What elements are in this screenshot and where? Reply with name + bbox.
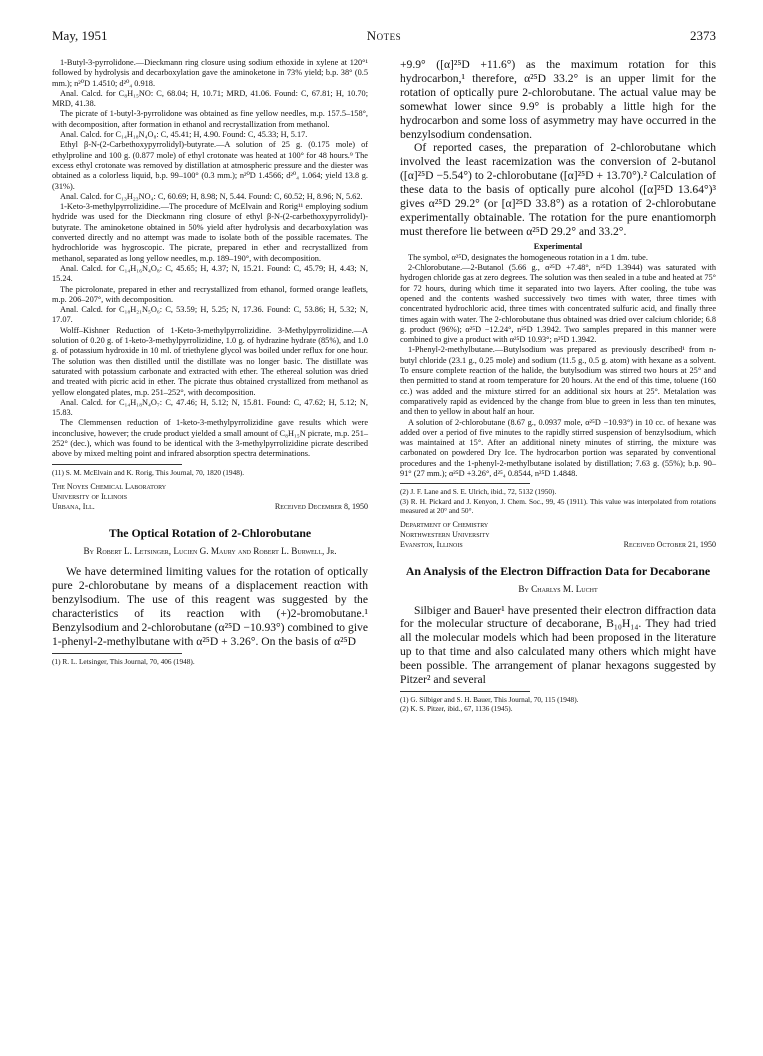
article-authors: By Charlys M. Lucht xyxy=(518,583,598,594)
affiliation-city: Urbana, Ill. xyxy=(52,501,95,511)
affiliation-line: Department of Chemistry xyxy=(400,519,489,529)
paragraph: Anal. Calcd. for C₁₄H₁₈N₄O₈: C, 45.41; H, 4.90. Found: C, 45.33; H, 5.17. xyxy=(60,130,308,140)
paragraph: 1-Keto-3-methylpyrrolizidine.—The procedure of McElvain and Rorig¹¹ employing sodium hydride was used for the Dieckmann ring closure of ethyl β-N-(2-carbethoxypyrrolidyl)-butyrate. The aminoketone obtained in 50% yield after hydrolysis and decarboxylation was converted directly and no attempt was made to isolate both of the possible racemates. The hydrochloride was hygroscopic. The picrate, prepared in ether and recrystallized from methanol, separated as long yellow needles, m.p. 189–190°, with decomposition. xyxy=(52,202,368,263)
paragraph: The picrolonate, prepared in ether and recrystallized from ethanol, formed orange leaflets, m.p. 206–207°, with decomposition. xyxy=(52,284,368,304)
affiliation xyxy=(52,482,368,512)
article-authors: By Robert L. Letsinger, Lucien G. Maury and Robert L. Burwell, Jr. xyxy=(83,545,337,556)
paragraph: Anal. Calcd. for C₁₈H₂₁N₅O₆: C, 53.59; H, 5.25; N, 17.36. Found: C, 53.86; H, 5.32; N, 17.07. xyxy=(52,305,368,325)
running-header xyxy=(52,28,716,46)
paragraph: We have determined limiting values for the rotation of optically pure 2-chlorobutane by means of a displacement reaction with benzylsodium. The use of this reagent was suggested by the characteristics of its reaction with (+)2-bromobutane.¹ Benzylsodium and 2-chlorobutane (α²⁵D −10.93°) combined to give 1-phenyl-2-methylbutane with α²⁵D + 3.26°. On the basis of α²⁵D xyxy=(52,565,368,648)
affiliation-city: Evanston, Illinois xyxy=(400,539,463,549)
footnote-rule xyxy=(52,464,182,465)
paragraph: Anal. Calcd. for C₁₄H₁₆N₄O₈: C, 45.65; H, 4.37; N, 15.21. Found: C, 45.79; H, 4.43; N, 15.24. xyxy=(52,263,368,284)
footnote-rule xyxy=(400,483,530,484)
paragraph: A solution of 2-chlorobutane (8.67 g., 0.0937 mole, α²⁵D −10.93°) in 10 cc. of hexane was added over a period of five minutes to the rapidly stirred suspension of benzylsodium, which was maintained at 15°. After an additional ninety minutes of stirring, the mixture was carbonated on powdered Dry Ice. The hydrocarbon portion was separated by conventional procedures and the 1-phenyl-2-methylbutane isolated by distillation; 7.63 g. (55%); b.p. 90–91° (27 mm.); α²⁵D +3.26°, d²⁵₄ 0.8544, n²⁵D 1.4848. xyxy=(400,417,716,479)
paragraph: Anal. Calcd. for C₁₃H₂₃NO₄: C, 60.69; H, 8.98; N, 5.44. Found: C, 60.52; H, 8.96; N, 5.62. xyxy=(60,191,363,201)
left-column xyxy=(52,58,368,666)
footnote: (1) G. Silbiger and S. H. Bauer, This Journal, 70, 115 (1948). xyxy=(400,694,579,704)
paragraph: Anal. Calcd. for C₈H₁₅NO: C, 68.04; H, 10.71; MRD, 41.06. Found: C, 67.81; H, 10.70; MRD, 41.38. xyxy=(52,88,368,109)
paragraph: The Clemmensen reduction of 1-keto-3-methylpyrrolizidine gave results which were inconclusive, however; the crude product yielded a small amount of C₈H₁₅N picrate, m.p. 251–252° (dec.), which was found to be identical with the 3-methylpyrrolizidine picrate described above by mixed melting point and infrared absorption spectra determinations. xyxy=(52,418,368,459)
page-number: 2373 xyxy=(690,28,716,43)
received-date: Received October 21, 1950 xyxy=(623,539,716,549)
article-title: The Optical Rotation of 2-Chlorobutane xyxy=(108,525,312,540)
footnote: (2) J. F. Lane and S. E. Ulrich, ibid., 72, 5132 (1950). xyxy=(400,487,557,497)
affiliation-line: University of Illinois xyxy=(52,491,128,501)
footnote: (3) R. H. Pickard and J. Kenyon, J. Chem. Soc., 99, 45 (1911). This value was interpolated from rotations measured at 20° and 50°. xyxy=(400,496,716,515)
footnote-rule xyxy=(52,653,182,654)
paragraph: 2-Chlorobutane.—2-Butanol (5.66 g., α²⁵D +7.48°, n²⁵D 1.3944) was saturated with hydrogen chloride gas at zero degrees. The solution was then sealed in a tube and heated at 75° for 72 hours, during which time it separated into two layers. After cooling, the tube was opened and the contents washed successively two times with water, three times with concentrated hydrochloric acid, three times with concentrated sulfuric acid, and finally three times again with water. The 2-chlorobutane thus obtained was dried over calcium chloride; 6.8 g. product (96%); α²⁵D −12.24°, n²⁵D 1.3942. Two samples prepared in this manner were combined to give a product with α²⁵D 10.93°; n²⁵D 1.3942. xyxy=(400,263,716,345)
article-title: An Analysis of the Electron Diffraction Data for Decaborane xyxy=(405,563,711,578)
footnote: (11) S. M. McElvain and K. Rorig, This Journal, 70, 1820 (1948). xyxy=(52,467,245,477)
header-date: May, 1951 xyxy=(52,28,108,43)
paragraph: Of reported cases, the preparation of 2-chlorobutane which involved the least racemization was the conversion of 2-butanol ([α]²⁵D −5.54°) to 2-chlorobutane ([α]²⁵D + 13.70°).² Calculation of these data to the basis of optically pure alcohol ([α]²⁵D 13.64°)³ gives α²⁵D 29.2° (or [α]²⁵D 33.8°) as a rotation of 2-chlorobutane experimentally obtainable. The rotation for the pure enantiomorph must therefore lie between α²⁵D 29.2° and 33.2°. xyxy=(400,141,716,238)
header-section: Notes xyxy=(366,28,402,43)
paragraph: The symbol, α²⁵D, designates the homogeneous rotation in a 1 dm. tube. xyxy=(408,252,648,262)
right-column xyxy=(400,58,716,713)
paragraph: Anal. Calcd. for C₁₄H₁₈N₄O₇: C, 47.46; H, 5.12; N, 15.81. Found: C, 47.62; H, 5.12; N, 15.83. xyxy=(52,397,368,418)
paragraph: 1-Butyl-3-pyrrolidone.—Dieckmann ring closure using sodium ethoxide in xylene at 120°¹ followed by hydrolysis and decarboxylation gave the aminoketone in 73% yield; b.p. 38° (0.5 mm.); n²⁰D 1.4510; d²⁰₄ 0.918. xyxy=(52,58,368,88)
experimental-continued xyxy=(52,58,368,460)
affiliation-line: Northwestern University xyxy=(400,529,490,539)
footnote: (1) R. L. Letsinger, This Journal, 70, 406 (1948). xyxy=(52,656,195,666)
affiliation-line: The Noyes Chemical Laboratory xyxy=(52,481,167,491)
footnote-rule xyxy=(400,691,530,692)
section-heading: Experimental xyxy=(533,241,583,251)
affiliation xyxy=(400,520,716,550)
paragraph: +9.9° ([α]²⁵D +11.6°) as the maximum rotation for this hydrocarbon,¹ therefore, α²⁵D 33.2° is an upper limit for the rotation of optically pure 2-chlorobutane. The actual value may be somewhat lower since 9.9° is probably a little high for the hydrocarbon and some loss of asymmetry may have occurred in the benzylsodium condensation. xyxy=(400,58,716,141)
paragraph: 1-Phenyl-2-methylbutane.—Butylsodium was prepared as previously described¹ from n-butyl chloride (23.1 g., 0.25 mole) and sodium (11.5 g., 0.5 g. atom) with hexane as a solvent. To ensure complete reaction of the halide, the butylsodium was stirred two hours at 25° and then permitted to stand at room temperature for 20 hours. At the end of this time, toluene (160 cc.) was added and the mixture stirred for an additional six hours at 25°. Metalation was comparatively rapid as evidenced by the change from blue to green in less than ten minutes, and then to yellow in about half an hour. xyxy=(400,345,716,417)
paragraph: Wolff–Kishner Reduction of 1-Keto-3-methylpyrrolizidine. 3-Methylpyrrolizidine.—A solution of 0.20 g. of 1-keto-3-methylpyrrolizidine, 1.0 g. of hydrazine hydrate (85%), and 1.0 g. of potassium hydroxide in 10 ml. of triethylene glycol was boiled under reflux for one hour. The solution was then distilled until the distillate was no longer basic. The distillate was saturated with potassium carbonate and extracted with ether. The ethereal solution was dried and treated with picric acid in ether. The picrate thus obtained crystallized from methanol as yellow elongated plates, m.p. 251–252°, with decomposition. xyxy=(52,325,368,397)
footnote: (2) K. S. Pitzer, ibid., 67, 1136 (1945). xyxy=(400,704,513,714)
received-date: Received December 8, 1950 xyxy=(274,501,368,511)
paragraph: The picrate of 1-butyl-3-pyrrolidone was obtained as fine yellow needles, m.p. 157.5–158°, with decomposition, after formation in ethanol and recrystallization from methanol. xyxy=(52,109,368,129)
paragraph: Silbiger and Bauer¹ have presented their electron diffraction data for the molecular structure of decaborane, B₁₀H₁₄. They had tried all the molecular models which had been proposed in the literature up to that time and also calculated many others which might have been possible. The arrangement of planar hexagons suggested by Pitzer² and several xyxy=(400,603,716,687)
paragraph: Ethyl β-N-(2-Carbethoxypyrrolidyl)-butyrate.—A solution of 25 g. (0.175 mole) of ethylproline and 100 g. (0.877 mole) of ethyl crotonate was heated at 100° for 48 hours.⁹ The excess ethyl crotonate was removed by distillation at atmospheric pressure and the diester was obtained as a colorless liquid, b.p. 99–100° (0.3 mm.); n²⁰D 1.4566; d²⁰₄ 1.064; yield 13.8 g. (31%). xyxy=(52,140,368,191)
